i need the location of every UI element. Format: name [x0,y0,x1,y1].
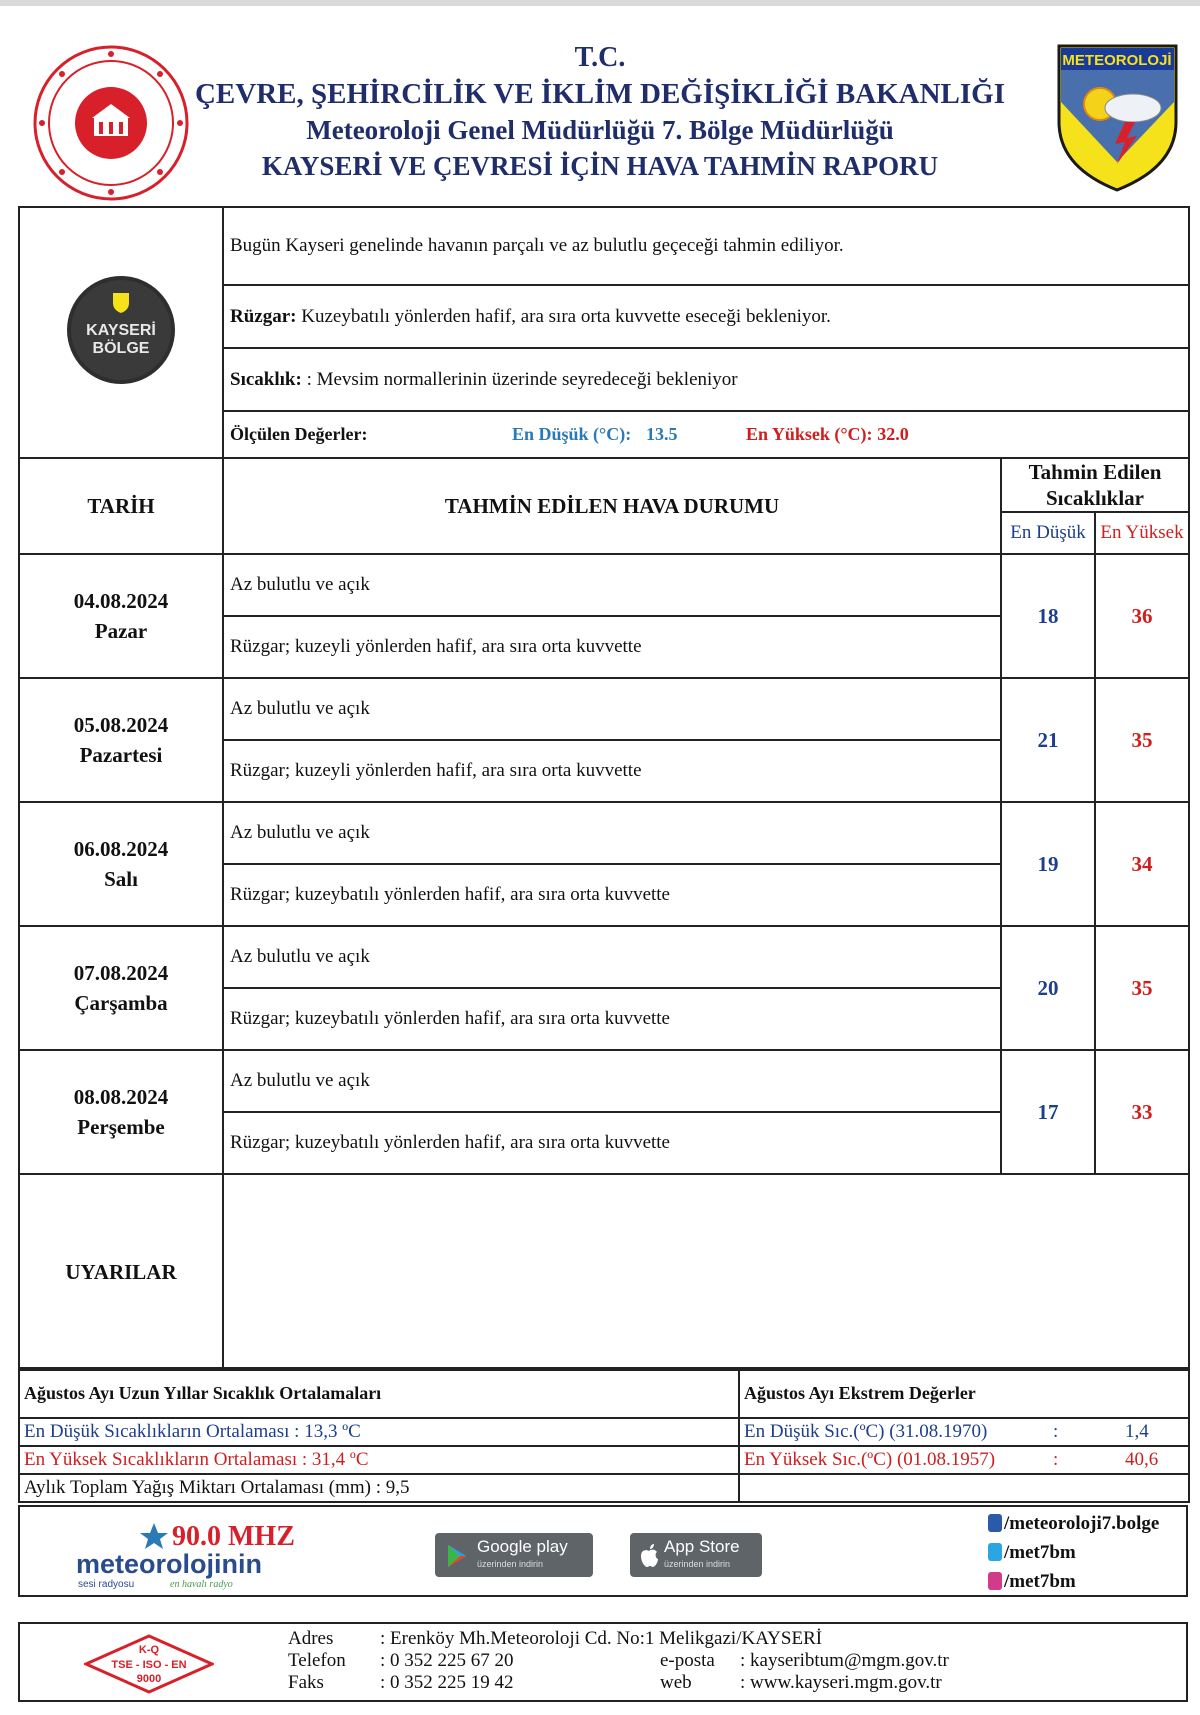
long-term-averages-title: Ağustos Ayı Uzun Yıllar Sıcaklık Ortalamaları [19,1368,739,1418]
forecast-date-cell [19,1050,223,1174]
forecast-max: 34 [1095,802,1189,926]
temperature-summary-text: : Mevsim normallerinin üzerinde seyredeceği bekleniyor [301,368,738,390]
forecast-row [19,1050,1189,1112]
forecast-min: 18 [1001,554,1095,678]
extreme-min-sep: : [1053,1421,1059,1442]
forecast-min: 20 [1001,926,1095,1050]
forecast-table [18,206,1190,1371]
forecast-sky: Az bulutlu ve açık [223,678,1001,740]
apple-icon [638,1543,660,1569]
forecast-day: Pazar [94,619,148,643]
instagram-icon [988,1572,1002,1590]
measured-max-label: En Yüksek (°C): [745,423,873,444]
badge-text-kayseri: KAYSERİ [86,322,156,339]
warnings-label: UYARILAR [19,1174,223,1370]
meteoroloji-logo-icon [1055,42,1180,192]
august-averages-table [18,1367,1190,1503]
email-label: e-posta [660,1650,715,1671]
col-header-temps: Tahmin Edilen Sıcaklıklar [1001,458,1189,512]
forecast-day: Pazartesi [79,743,163,767]
col-header-max: En Yüksek [1095,512,1189,554]
forecast-sky: Az bulutlu ve açık [223,926,1001,988]
col-header-date: TARİH [19,458,223,554]
measured-min-label: En Düşük (°C): [512,423,632,444]
fax-value: : 0 352 225 19 42 [380,1672,514,1693]
extreme-max-value: 40,6 [1125,1449,1159,1470]
app-store-button[interactable] [630,1533,762,1577]
average-min-temp: En Düşük Sıcaklıkların Ortalaması : 13,3 ºC [19,1418,739,1446]
radio-slogan: en havalı radyo [170,1579,233,1590]
contact-footer [18,1622,1188,1702]
empty-cell [739,1474,1189,1502]
google-play-label: Google play [477,1537,568,1556]
instagram-link[interactable] [988,1571,1076,1593]
report-header [0,30,1200,200]
forecast-day: Perşembe [77,1115,165,1139]
forecast-date-cell [19,802,223,926]
forecast-max: 36 [1095,554,1189,678]
social-bar [18,1505,1188,1597]
web-value[interactable]: : www.kayseri.mgm.gov.tr [740,1672,942,1693]
forecast-date: 08.08.2024 [73,1085,169,1109]
extreme-values-title: Ağustos Ayı Ekstrem Değerler [739,1368,1189,1418]
temperature-summary-label: Sıcaklık: [230,368,302,390]
address-value: : Erenköy Mh.Meteoroloji Cd. No:1 Melikgazi/KAYSERİ [380,1628,823,1649]
forecast-max: 35 [1095,926,1189,1050]
warnings-content [223,1174,1189,1370]
header-line-ministry: ÇEVRE, ŞEHİRCİLİK VE İKLİM DEĞİŞİKLİĞİ BAKANLIĞI [194,78,1006,110]
tse-line2: TSE - ISO - EN [111,1659,187,1671]
forecast-row [19,802,1189,864]
address-label: Adres [288,1628,334,1649]
email-value[interactable]: : kayseribtum@mgm.gov.tr [740,1650,949,1671]
forecast-max: 35 [1095,678,1189,802]
badge-text-bolge: BÖLGE [92,340,150,357]
facebook-icon [988,1514,1002,1532]
header-titles [190,40,1010,184]
forecast-wind: Rüzgar; kuzeybatılı yönlerden hafif, ara sıra orta kuvvette [223,988,1001,1050]
facebook-handle: /meteoroloji7.bolge [1004,1513,1160,1534]
forecast-date: 05.08.2024 [73,713,169,737]
radio-logo-icon [70,1515,310,1591]
forecast-date-cell [19,554,223,678]
twitter-handle: /met7bm [1004,1542,1076,1563]
extreme-max-value-cell [1049,1446,1189,1474]
google-play-icon [445,1543,471,1569]
forecast-sky: Az bulutlu ve açık [223,1050,1001,1112]
wind-summary [223,285,1189,348]
forecast-date: 07.08.2024 [73,961,169,985]
app-store-sublabel: üzerinden indirin [664,1559,731,1569]
top-border [0,0,1200,6]
general-forecast: Bugün Kayseri genelinde havanın parçalı ve az bulutlu geçeceği tahmin ediliyor. [223,207,1189,285]
forecast-row [19,554,1189,616]
average-rainfall: Aylık Toplam Yağış Miktarı Ortalaması (mm) : 9,5 [19,1474,739,1502]
forecast-date: 06.08.2024 [73,837,169,861]
forecast-wind: Rüzgar; kuzeyli yönlerden hafif, ara sıra orta kuvvette [223,740,1001,802]
radio-subtitle: sesi radyosu [78,1579,135,1590]
header-line-report: KAYSERİ VE ÇEVRESİ İÇİN HAVA TAHMİN RAPORU [261,151,939,181]
header-line-tc: T.C. [574,42,626,73]
extreme-max-sep: : [1053,1449,1059,1470]
phone-value: : 0 352 225 67 20 [380,1650,514,1671]
forecast-day: Salı [104,867,138,891]
forecast-max: 33 [1095,1050,1189,1174]
app-store-label: App Store [664,1537,740,1556]
google-play-button[interactable] [435,1533,593,1577]
ministry-seal-icon [32,44,190,202]
region-badge-cell [19,207,223,458]
radio-name: meteorolojinin [76,1549,263,1579]
meteoroloji-logo-text: METEOROLOJİ [1062,52,1172,69]
phone-label: Telefon [288,1650,346,1671]
forecast-row [19,926,1189,988]
measured-values [223,411,1189,458]
extreme-max-label: En Yüksek Sıc.(ºC) (01.08.1957) [739,1446,1049,1474]
col-header-weather: TAHMİN EDİLEN HAVA DURUMU [223,458,1001,554]
forecast-sky: Az bulutlu ve açık [223,554,1001,616]
forecast-min: 21 [1001,678,1095,802]
kayseri-bolge-badge-icon [66,275,176,385]
forecast-day: Çarşamba [74,991,168,1015]
tse-line3: 9000 [136,1673,162,1685]
google-play-sublabel: üzerinden indirin [477,1559,544,1569]
col-header-min: En Düşük [1001,512,1095,554]
extreme-min-value: 1,4 [1125,1421,1149,1442]
web-label: web [660,1672,692,1693]
measured-values-label: Ölçülen Değerler: [230,423,368,444]
wind-summary-label: Rüzgar: [230,305,297,327]
temperature-summary [223,348,1189,411]
tse-line1: K-Q [138,1644,160,1656]
twitter-icon [988,1543,1002,1561]
forecast-date-cell [19,926,223,1050]
wind-summary-text: Kuzeybatılı yönlerden hafif, ara sıra orta kuvvette eseceği bekleniyor. [296,305,831,327]
header-line-directorate: Meteoroloji Genel Müdürlüğü 7. Bölge Müdürlüğü [306,115,894,145]
extreme-min-label: En Düşük Sıc.(ºC) (31.08.1970) [739,1418,1049,1446]
tse-iso-certificate-icon [84,1634,214,1694]
forecast-wind: Rüzgar; kuzeybatılı yönlerden hafif, ara sıra orta kuvvette [223,864,1001,926]
forecast-min: 17 [1001,1050,1095,1174]
forecast-wind: Rüzgar; kuzeyli yönlerden hafif, ara sıra orta kuvvette [223,616,1001,678]
measured-min-value: 13.5 [645,423,678,444]
forecast-sky: Az bulutlu ve açık [223,802,1001,864]
fax-label: Faks [288,1672,324,1693]
facebook-link[interactable] [988,1513,1159,1535]
measured-max-value: 32.0 [877,423,909,444]
instagram-handle: /met7bm [1004,1571,1076,1592]
average-max-temp: En Yüksek Sıcaklıkların Ortalaması : 31,4 ºC [19,1446,739,1474]
forecast-min: 19 [1001,802,1095,926]
forecast-date: 04.08.2024 [73,589,169,613]
extreme-min-value-cell [1049,1418,1189,1446]
twitter-link[interactable] [988,1542,1076,1564]
forecast-row [19,678,1189,740]
forecast-date-cell [19,678,223,802]
radio-frequency: 90.0 MHZ [172,1521,295,1552]
forecast-wind: Rüzgar; kuzeybatılı yönlerden hafif, ara sıra orta kuvvette [223,1112,1001,1174]
